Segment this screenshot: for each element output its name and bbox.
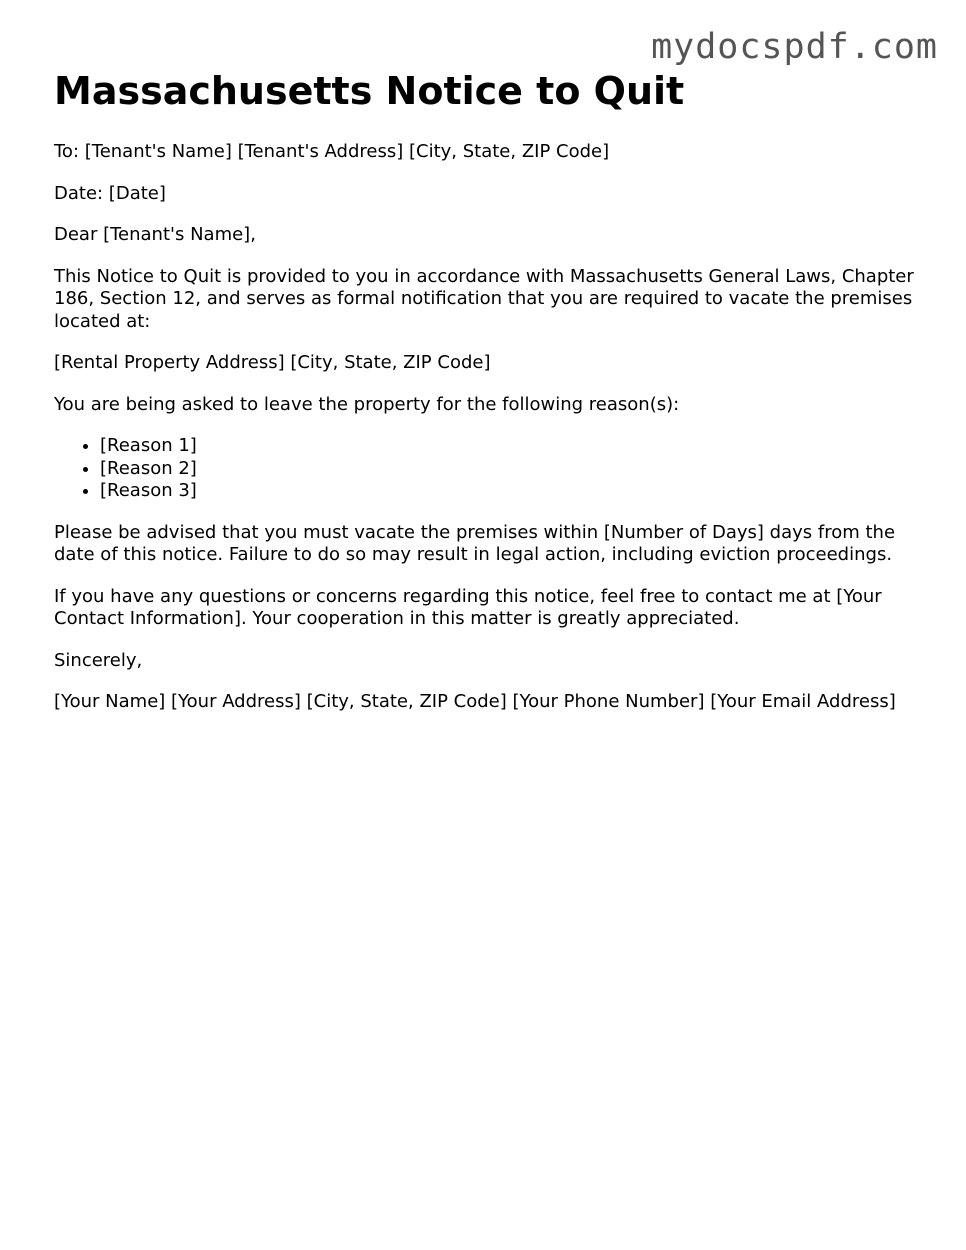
- list-item: • [Reason 2]: [100, 458, 914, 481]
- date-line: Date: [Date]: [54, 182, 166, 204]
- contact-paragraph: If you have any questions or concerns regarding this notice, feel free to contact me at [Your Contact Information]. Your cooperation in this matter is greatly appreciated.: [54, 585, 882, 629]
- signature-block: [Your Name] [Your Address] [City, State, ZIP Code] [Your Phone Number] [Your Email Address]: [54, 691, 896, 712]
- watermark: mydocspdf.com: [651, 27, 938, 67]
- vacate-notice-paragraph: Please be advised that you must vacate the premises within [Number of Days] days from the date of this notice. Failure to do so may result in legal action, including eviction proceedings.: [54, 521, 896, 565]
- document-page: [54, 68, 914, 733]
- document-title: Massachusetts Notice to Quit: [54, 69, 685, 113]
- intro-paragraph: This Notice to Quit is provided to you in accordance with Massachusetts General Laws, Chapter 186, Section 12, and serves as formal notification that you are required to vacate the premises located at:: [54, 265, 914, 332]
- list-item: • [Reason 1]: [100, 435, 914, 458]
- reasons-list: [54, 435, 914, 503]
- to-line: To: [Tenant's Name] [Tenant's Address] [City, State, ZIP Code]: [54, 141, 610, 162]
- property-address: [Rental Property Address] [City, State, ZIP Code]: [54, 352, 491, 373]
- reasons-intro: You are being asked to leave the property for the following reason(s):: [54, 393, 680, 415]
- list-item: • [Reason 3]: [100, 480, 914, 503]
- salutation: Dear [Tenant's Name],: [54, 224, 256, 245]
- closing: Sincerely,: [54, 649, 143, 671]
